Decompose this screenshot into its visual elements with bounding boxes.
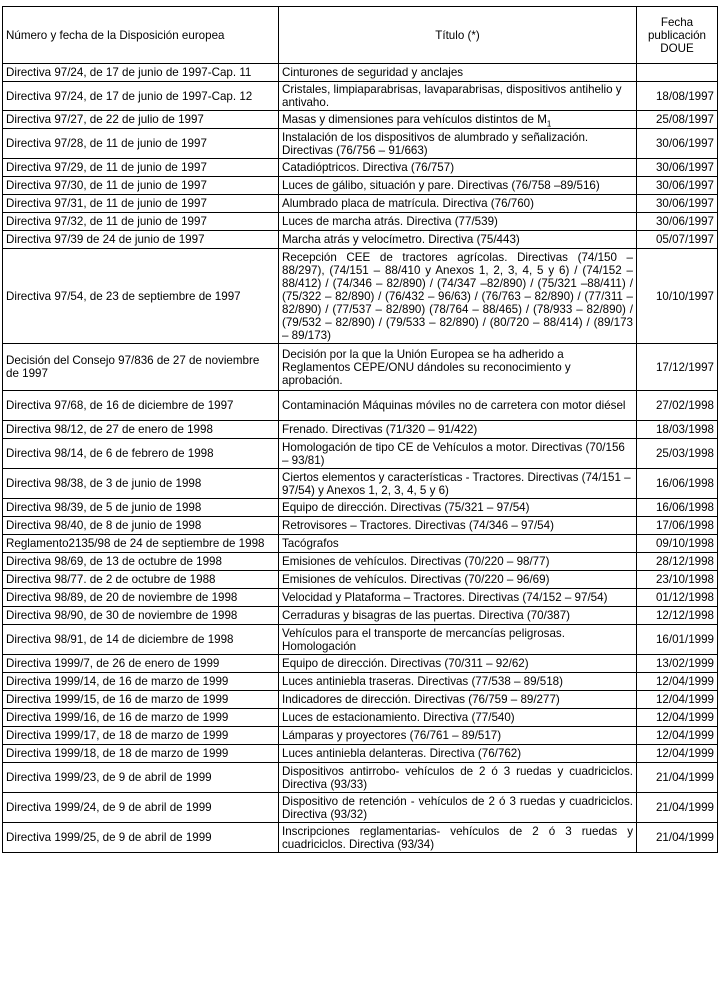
cell-titulo: Tacógrafos: [279, 535, 637, 553]
cell-disposicion: Directiva 98/90, de 30 de noviembre de 1998: [3, 607, 279, 625]
header-titulo: Título (*): [279, 7, 637, 64]
cell-disposicion: Directiva 1999/7, de 26 de enero de 1999: [3, 655, 279, 673]
cell-fecha: 25/08/1997: [637, 111, 718, 129]
cell-titulo: Retrovisores – Tractores. Directivas (74/346 – 97/54): [279, 517, 637, 535]
cell-disposicion: Directiva 1999/24, de 9 de abril de 1999: [3, 793, 279, 823]
table-row: [3, 691, 718, 709]
cell-fecha: 12/04/1999: [637, 745, 718, 763]
cell-titulo: Emisiones de vehículos. Directivas (70/220 – 98/77): [279, 553, 637, 571]
table-row: [3, 763, 718, 793]
header-fecha: Fecha publicación DOUE: [637, 7, 718, 64]
table-row: [3, 64, 718, 82]
table-row: [3, 195, 718, 213]
cell-titulo-text: Masas y dimensiones para vehículos distintos de M: [282, 113, 547, 126]
cell-fecha: 18/03/1998: [637, 421, 718, 439]
cell-titulo: Dispositivos antirrobo- vehículos de 2 ó 3 ruedas y cuadriciclos. Directiva (93/33): [279, 763, 637, 793]
cell-disposicion: Directiva 1999/15, de 16 de marzo de 1999: [3, 691, 279, 709]
table-row: [3, 129, 718, 159]
cell-titulo: Catadióptricos. Directiva (76/757): [279, 159, 637, 177]
cell-titulo: Emisiones de vehículos. Directivas (70/220 – 96/69): [279, 571, 637, 589]
table-row: [3, 499, 718, 517]
cell-disposicion: Directiva 97/68, de 16 de diciembre de 1997: [3, 391, 279, 421]
table-row: [3, 823, 718, 853]
cell-titulo: Equipo de dirección. Directivas (70/311 – 92/62): [279, 655, 637, 673]
table-row: [3, 709, 718, 727]
cell-fecha: 18/08/1997: [637, 82, 718, 111]
cell-disposicion: Directiva 1999/14, de 16 de marzo de 1999: [3, 673, 279, 691]
table-row: [3, 793, 718, 823]
table-row: [3, 655, 718, 673]
cell-fecha: 27/02/1998: [637, 391, 718, 421]
cell-fecha: 12/04/1999: [637, 727, 718, 745]
cell-disposicion: Directiva 97/39 de 24 de junio de 1997: [3, 231, 279, 249]
cell-disposicion: Directiva 1999/16, de 16 de marzo de 1999: [3, 709, 279, 727]
table-row: [3, 159, 718, 177]
cell-disposicion: Directiva 1999/25, de 9 de abril de 1999: [3, 823, 279, 853]
cell-fecha: 10/10/1997: [637, 249, 718, 344]
cell-fecha: 30/06/1997: [637, 159, 718, 177]
cell-disposicion: Directiva 97/27, de 22 de julio de 1997: [3, 111, 279, 129]
cell-disposicion: Directiva 97/30, de 11 de junio de 1997: [3, 177, 279, 195]
cell-fecha: 05/07/1997: [637, 231, 718, 249]
cell-fecha: 30/06/1997: [637, 177, 718, 195]
cell-fecha: 12/12/1998: [637, 607, 718, 625]
cell-disposicion: Directiva 97/24, de 17 de junio de 1997-Cap. 12: [3, 82, 279, 111]
cell-fecha: 25/03/1998: [637, 439, 718, 469]
cell-fecha: 16/01/1999: [637, 625, 718, 655]
cell-fecha: 01/12/1998: [637, 589, 718, 607]
cell-fecha: 21/04/1999: [637, 763, 718, 793]
cell-fecha: 16/06/1998: [637, 469, 718, 499]
table-row: [3, 607, 718, 625]
cell-titulo: Indicadores de dirección. Directivas (76/759 – 89/277): [279, 691, 637, 709]
cell-fecha: 23/10/1998: [637, 571, 718, 589]
cell-fecha: 21/04/1999: [637, 823, 718, 853]
cell-titulo: Luces de gálibo, situación y pare. Directivas (76/758 –89/516): [279, 177, 637, 195]
table-body: [3, 64, 718, 853]
cell-titulo-subscript: 1: [546, 119, 552, 129]
cell-disposicion: Directiva 97/31, de 11 de junio de 1997: [3, 195, 279, 213]
cell-fecha: 12/04/1999: [637, 673, 718, 691]
cell-titulo: Lámparas y proyectores (76/761 – 89/517): [279, 727, 637, 745]
cell-disposicion: Directiva 97/54, de 23 de septiembre de 1997: [3, 249, 279, 344]
cell-titulo: Cinturones de seguridad y anclajes: [279, 64, 637, 82]
cell-fecha: 13/02/1999: [637, 655, 718, 673]
cell-disposicion: Reglamento2135/98 de 24 de septiembre de 1998: [3, 535, 279, 553]
cell-disposicion: Directiva 98/12, de 27 de enero de 1998: [3, 421, 279, 439]
cell-disposicion: Directiva 98/77. de 2 de octubre de 1988: [3, 571, 279, 589]
cell-disposicion: Directiva 97/24, de 17 de junio de 1997-Cap. 11: [3, 64, 279, 82]
table-row: [3, 231, 718, 249]
cell-disposicion: Directiva 97/29, de 11 de junio de 1997: [3, 159, 279, 177]
table-row: [3, 344, 718, 391]
table-row: [3, 625, 718, 655]
table-row: [3, 535, 718, 553]
table-row: [3, 727, 718, 745]
cell-titulo: Inscripciones reglamentarias- vehículos de 2 ó 3 ruedas y cuadriciclos. Directiva (93/34): [279, 823, 637, 853]
cell-disposicion: Directiva 98/14, de 6 de febrero de 1998: [3, 439, 279, 469]
table-row: [3, 589, 718, 607]
table-row: [3, 249, 718, 344]
cell-disposicion: Directiva 1999/17, de 18 de marzo de 1999: [3, 727, 279, 745]
cell-titulo: Decisión por la que la Unión Europea se ha adherido a Reglamentos CEPE/ONU dándoles su reconocimiento y aprobación.: [279, 344, 637, 391]
cell-titulo: Ciertos elementos y características - Tractores. Directivas (74/151 – 97/54) y Anexos 1, 2, 3, 4, 5 y 6): [279, 469, 637, 499]
cell-titulo: Cerraduras y bisagras de las puertas. Directiva (70/387): [279, 607, 637, 625]
table-row: [3, 553, 718, 571]
cell-titulo: Luces de marcha atrás. Directiva (77/539): [279, 213, 637, 231]
cell-disposicion: Directiva 1999/18, de 18 de marzo de 1999: [3, 745, 279, 763]
cell-titulo: [279, 111, 637, 129]
cell-fecha: 28/12/1998: [637, 553, 718, 571]
table-row: [3, 469, 718, 499]
table-row: [3, 213, 718, 231]
cell-titulo: Homologación de tipo CE de Vehículos a motor. Directivas (70/156 – 93/81): [279, 439, 637, 469]
cell-disposicion: Directiva 97/32, de 11 de junio de 1997: [3, 213, 279, 231]
cell-titulo: Cristales, limpiaparabrisas, lavaparabrisas, dispositivos antihelio y antivaho.: [279, 82, 637, 111]
cell-titulo: Equipo de dirección. Directivas (75/321 – 97/54): [279, 499, 637, 517]
cell-fecha: 30/06/1997: [637, 195, 718, 213]
table-row: [3, 111, 718, 129]
cell-fecha: 12/04/1999: [637, 691, 718, 709]
cell-fecha: [637, 64, 718, 82]
cell-fecha: 30/06/1997: [637, 129, 718, 159]
cell-titulo: Marcha atrás y velocímetro. Directiva (75/443): [279, 231, 637, 249]
cell-disposicion: Directiva 98/39, de 5 de junio de 1998: [3, 499, 279, 517]
cell-fecha: 12/04/1999: [637, 709, 718, 727]
cell-disposicion: Directiva 1999/23, de 9 de abril de 1999: [3, 763, 279, 793]
cell-fecha: 17/06/1998: [637, 517, 718, 535]
cell-titulo: Luces antiniebla traseras. Directivas (77/538 – 89/518): [279, 673, 637, 691]
cell-fecha: 17/12/1997: [637, 344, 718, 391]
cell-titulo: Vehículos para el transporte de mercancías peligrosas. Homologación: [279, 625, 637, 655]
cell-disposicion: Directiva 98/91, de 14 de diciembre de 1998: [3, 625, 279, 655]
cell-fecha: 30/06/1997: [637, 213, 718, 231]
cell-titulo: Frenado. Directivas (71/320 – 91/422): [279, 421, 637, 439]
table-row: [3, 673, 718, 691]
cell-disposicion: Directiva 98/69, de 13 de octubre de 1998: [3, 553, 279, 571]
table-row: [3, 177, 718, 195]
cell-disposicion: Decisión del Consejo 97/836 de 27 de noviembre de 1997: [3, 344, 279, 391]
cell-titulo: Recepción CEE de tractores agrícolas. Directivas (74/150 – 88/297), (74/151 – 88/410 y Anexos 1, 2, 3, 4, 5 y 6) / (74/152 – 88/412) / (74/346 – 82/890) / (74/347 –82/890) / (75/321 –88/411) / (75/322 – 82/890) / (76/432 – 96/63) / (76/763 – 82/890) / (77/311 – 82/890) / (77/537 – 82/890) (78/764 – 88/465) / (78/933 – 82/890) / (79/532 – 82/890) / (79/533 – 82/890) / (80/720 – 88/414) / (89/173 – 89/173): [279, 249, 637, 344]
cell-titulo: Luces antiniebla delanteras. Directiva (76/762): [279, 745, 637, 763]
cell-disposicion: Directiva 97/28, de 11 de junio de 1997: [3, 129, 279, 159]
table-row: [3, 571, 718, 589]
cell-titulo: Velocidad y Plataforma – Tractores. Directivas (74/152 – 97/54): [279, 589, 637, 607]
cell-titulo: Alumbrado placa de matrícula. Directiva (76/760): [279, 195, 637, 213]
table-row: [3, 439, 718, 469]
cell-titulo: Dispositivo de retención - vehículos de 2 ó 3 ruedas y cuadriciclos. Directiva (93/32): [279, 793, 637, 823]
cell-disposicion: Directiva 98/40, de 8 de junio de 1998: [3, 517, 279, 535]
table-row: [3, 421, 718, 439]
header-disposicion: Número y fecha de la Disposición europea: [3, 7, 279, 64]
table-row: [3, 517, 718, 535]
table-row: [3, 391, 718, 421]
table-row: [3, 82, 718, 111]
cell-disposicion: Directiva 98/38, de 3 de junio de 1998: [3, 469, 279, 499]
cell-fecha: 16/06/1998: [637, 499, 718, 517]
cell-titulo: Instalación de los dispositivos de alumbrado y señalización. Directivas (76/756 – 91/663): [279, 129, 637, 159]
table-row: [3, 745, 718, 763]
table-header-row: [3, 7, 718, 64]
cell-disposicion: Directiva 98/89, de 20 de noviembre de 1998: [3, 589, 279, 607]
cell-fecha: 21/04/1999: [637, 793, 718, 823]
cell-fecha: 09/10/1998: [637, 535, 718, 553]
directives-table: [2, 6, 718, 853]
cell-titulo: Contaminación Máquinas móviles no de carretera con motor diésel: [279, 391, 637, 421]
cell-titulo: Luces de estacionamiento. Directiva (77/540): [279, 709, 637, 727]
